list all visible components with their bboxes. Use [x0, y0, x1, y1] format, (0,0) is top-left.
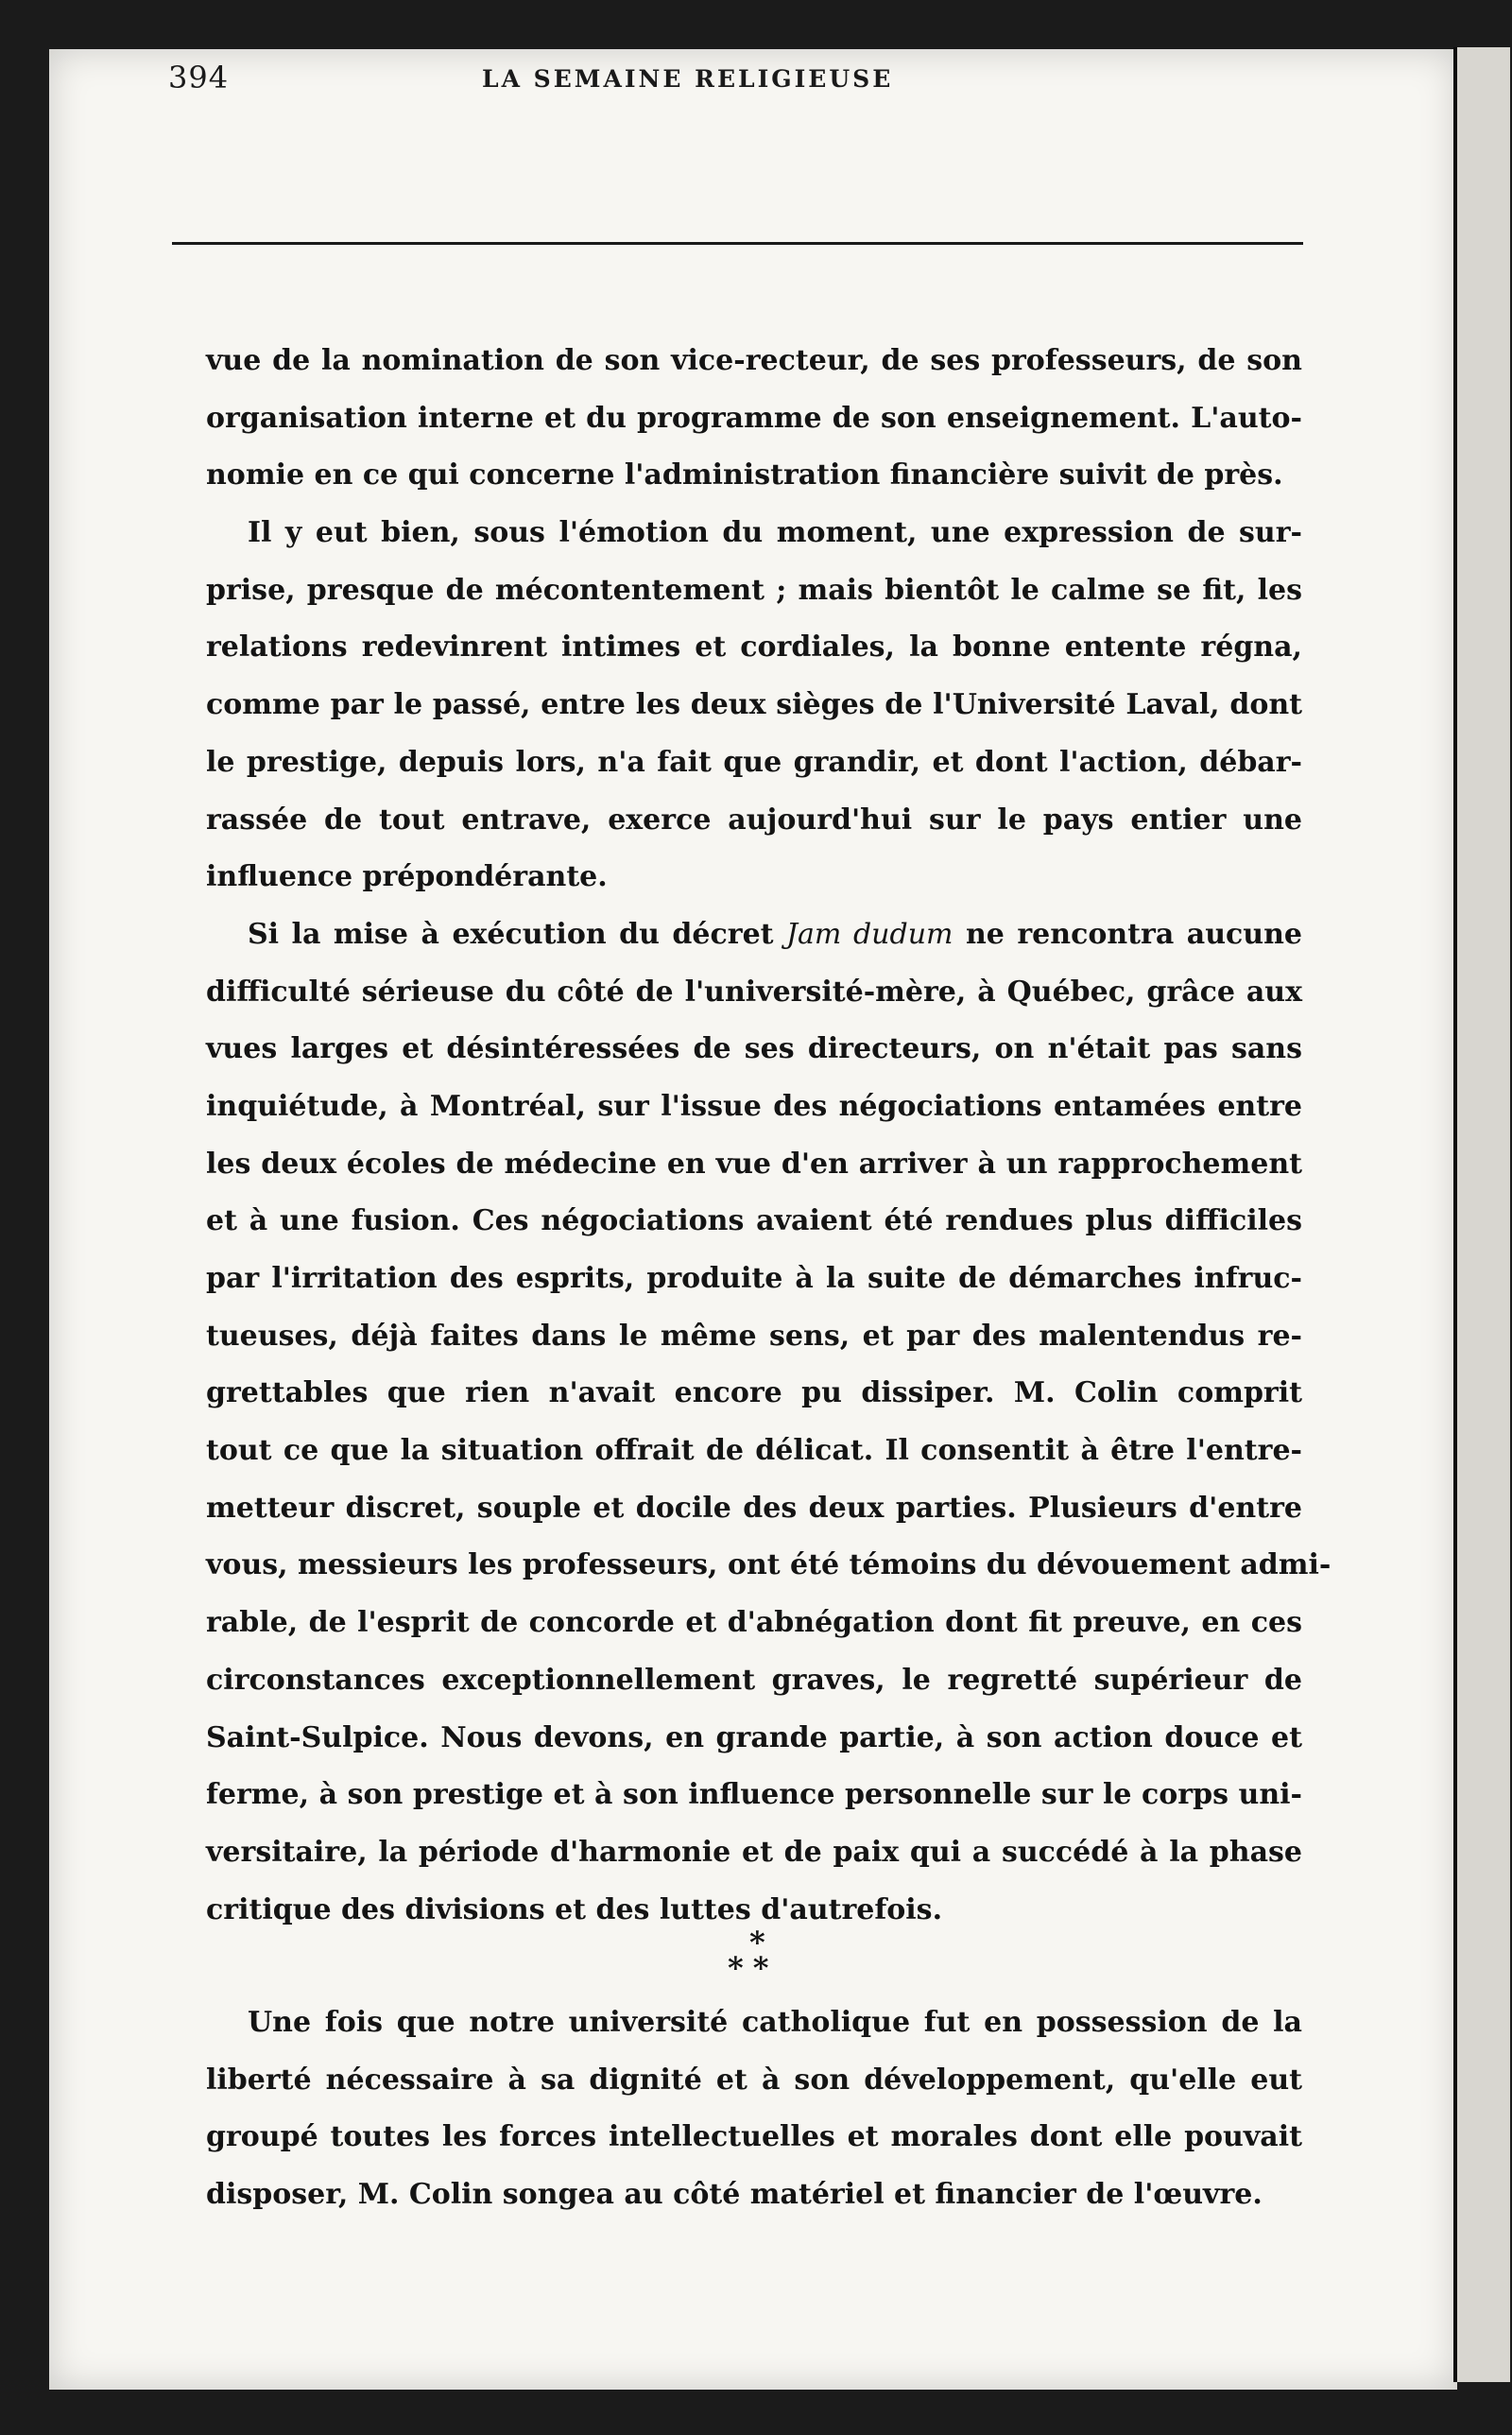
text-line: influence prépondérante.	[206, 860, 608, 894]
header-rule	[172, 242, 1303, 245]
text-line: et à une fusion. Ces négociations avaient été rendues plus difficiles	[206, 1204, 1302, 1238]
text-line: relations redevinrent intimes et cordiales, la bonne entente régna,	[206, 630, 1302, 665]
text-line: groupé toutes les forces intellectuelles et morales dont elle pouvait	[206, 2120, 1302, 2154]
text-line: difficulté sérieuse du côté de l'université-mère, à Québec, grâce aux	[206, 975, 1302, 1009]
text-line: grettables que rien n'avait encore pu dissiper. M. Colin comprit	[206, 1376, 1302, 1410]
text-line: les deux écoles de médecine en vue d'en arriver à un rapprochement	[206, 1147, 1302, 1181]
text-line: vous, messieurs les professeurs, ont été témoins du dévouement admi-	[206, 1548, 1332, 1582]
text-line: par l'irritation des esprits, produite à la suite de démarches infruc-	[206, 1262, 1302, 1295]
page-number: 394	[168, 60, 230, 95]
text-line: inquiétude, à Montréal, sur l'issue des négociations entamées entre	[206, 1089, 1302, 1123]
main-text-continued	[206, 1995, 1302, 2224]
running-title: LA SEMAINE RELIGIEUSE	[482, 65, 894, 93]
text-line: metteur discret, souple et docile des deux parties. Plusieurs d'entre	[206, 1491, 1302, 1525]
text-line	[206, 907, 1302, 964]
main-text	[206, 333, 1332, 1939]
text-line: vue de la nomination de son vice-recteur, de ses professeurs, de son	[206, 344, 1302, 377]
text-line: versitaire, la période d'harmonie et de paix qui a succédé à la phase	[206, 1835, 1302, 1869]
text-line: organisation interne et du programme de son enseignement. L'auto-	[206, 401, 1302, 435]
text-line: Il y eut bien, sous l'émotion du moment, une expression de sur-	[248, 516, 1302, 550]
text-line: critique des divisions et des luttes d'autrefois.	[206, 1892, 943, 1926]
asterism-bottom: **	[728, 1950, 779, 1986]
adjacent-page-edge	[1453, 47, 1510, 2382]
text-line: tout ce que la situation offrait de délicat. Il consentit à être l'entre-	[206, 1434, 1302, 1468]
text-line: le prestige, depuis lors, n'a fait que grandir, et dont l'action, débar-	[206, 745, 1302, 779]
running-head	[49, 219, 1457, 304]
text-run: ne rencontra aucune	[953, 917, 1302, 951]
text-line: comme par le passé, entre les deux sièges de l'Université Laval, dont	[206, 688, 1302, 722]
text-line: Une fois que notre université catholique fut en possession de la	[248, 2006, 1302, 2039]
text-line: rassée de tout entrave, exerce aujourd'hui sur le pays entier une	[206, 803, 1302, 837]
text-line: nomie en ce qui concerne l'administration financière suivit de près.	[206, 458, 1283, 492]
text-line: liberté nécessaire à sa dignité et à son développement, qu'elle eut	[206, 2063, 1302, 2097]
text-line: prise, presque de mécontentement ; mais bientôt le calme se fit, les	[206, 573, 1302, 607]
text-line: ferme, à son prestige et à son influence personnelle sur le corps uni-	[206, 1778, 1302, 1812]
text-line: rable, de l'esprit de concorde et d'abnégation dont fit preuve, en ces	[206, 1606, 1302, 1640]
text-run: Si la mise à exécution du décret	[248, 917, 787, 951]
asterism-top: *	[749, 1925, 765, 1960]
text-line: vues larges et désintéressées de ses directeurs, on n'était pas sans	[206, 1032, 1302, 1066]
text-line: tueuses, déjà faites dans le même sens, et par des malentendus re-	[206, 1319, 1302, 1353]
text-line: circonstances exceptionnellement graves, le regretté supérieur de	[206, 1663, 1302, 1697]
decree-title: Jam dudum	[786, 917, 954, 951]
text-line: disposer, M. Colin songea au côté matériel et financier de l'œuvre.	[206, 2178, 1263, 2212]
text-line: Saint-Sulpice. Nous devons, en grande partie, à son action douce et	[206, 1720, 1302, 1754]
